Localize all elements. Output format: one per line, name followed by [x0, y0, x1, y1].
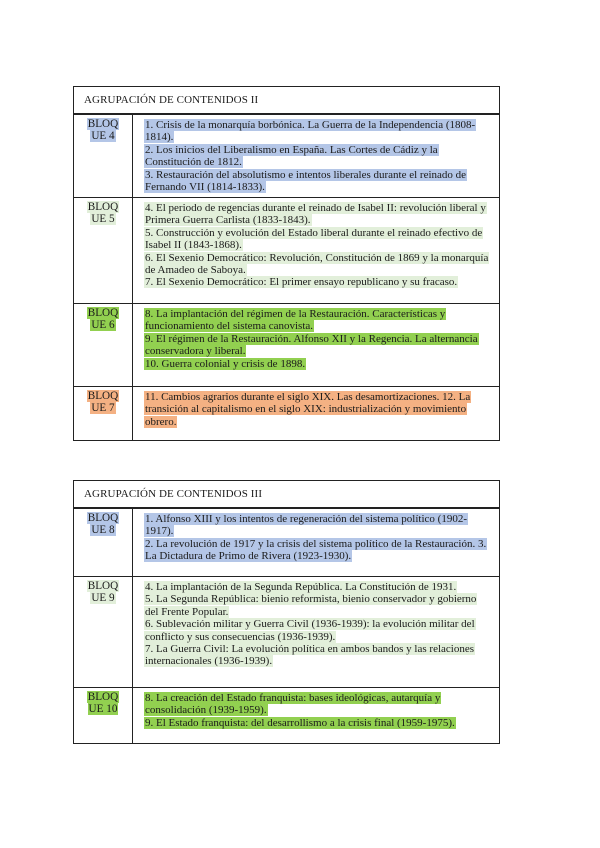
block-label-top: BLOQ [87, 201, 119, 213]
block-label-bottom: UE 8 [91, 524, 115, 536]
block-contents [133, 115, 499, 197]
block-label [74, 577, 133, 687]
content-item: 4. La implantación de la Segunda República. La Constitución de 1931. [145, 581, 457, 593]
contents-table-ii [73, 86, 500, 441]
content-item: 8. La implantación del régimen de la Restauración. Características y funcionamiento del sistema canovista. [145, 308, 446, 333]
block-contents [133, 304, 499, 386]
block-label-top: BLOQ [87, 390, 119, 402]
content-item: 9. El régimen de la Restauración. Alfonso XII y la Regencia. La alternancia conservadora y liberal. [145, 332, 478, 358]
content-item: 6. El Sexenio Democrático: Revolución, Constitución de 1869 y la monarquía de Amadeo de Saboya. [145, 251, 489, 277]
content-item: 2. Los inicios del Liberalismo en España. Las Cortes de Cádiz y la Constitución de 1812. [145, 143, 438, 169]
content-item: 10. Guerra colonial y crisis de 1898. [145, 357, 306, 370]
content-item: 5. Construcción y evolución del Estado liberal durante el reinado efectivo de Isabel II (1843-1868). [145, 226, 483, 252]
block-label [74, 115, 133, 197]
content-item: 5. La Segunda República: bienio reformista, bienio conservador y gobierno del Frente Popular. [145, 593, 477, 618]
block-label-bottom: UE 7 [91, 402, 115, 414]
block-contents [133, 577, 499, 687]
table-row-block-8 [74, 508, 499, 576]
content-item: 4. El periodo de regencias durante el reinado de Isabel II: revolución liberal y Primera Guerra Carlista (1833-1843). [145, 202, 486, 227]
block-label [74, 198, 133, 303]
block-label-bottom: UE 6 [91, 319, 115, 331]
block-label-top: BLOQ [87, 307, 119, 319]
table-row-block-6 [74, 303, 499, 386]
block-contents [133, 198, 499, 303]
block-contents [133, 688, 499, 743]
block-label [74, 387, 133, 440]
content-item: 1. Crisis de la monarquía borbónica. La Guerra de la Independencia (1808- 1814). [145, 119, 476, 144]
block-contents [133, 387, 499, 440]
block-label [74, 304, 133, 386]
block-label [74, 688, 133, 743]
content-item: 2. La revolución de 1917 y la crisis del sistema político de la Restauración. 3. La Dictadura de Primo de Rivera (1923-1930). [145, 537, 487, 563]
block-label-bottom: UE 10 [88, 703, 118, 715]
table-title: AGRUPACIÓN DE CONTENIDOS II [74, 87, 499, 114]
content-item: 6. Sublevación militar y Guerra Civil (1936-1939): la evolución militar del conflicto y sus consecuencias (1936-1939). [145, 618, 475, 643]
content-item: 3. Restauración del absolutismo e intentos liberales durante el reinado de Fernando VII (1814-1833). [145, 168, 467, 194]
table-row-block-9 [74, 576, 499, 687]
block-label-top: BLOQ [87, 512, 119, 524]
table-row-block-4 [74, 114, 499, 197]
table-row-block-10 [74, 687, 499, 743]
content-item: 7. El Sexenio Democrático: El primer ensayo republicano y su fracaso. [145, 276, 458, 289]
contents-table-iii [73, 480, 500, 744]
block-contents [133, 509, 499, 576]
block-label-bottom: UE 5 [91, 213, 115, 225]
content-item: 9. El Estado franquista: del desarrollismo a la crisis final (1959-1975). [145, 716, 455, 729]
block-label-bottom: UE 9 [91, 592, 115, 604]
content-item: 7. La Guerra Civil: La evolución política en ambos bandos y las relaciones internacionales (1936-1939). [145, 643, 474, 668]
block-label-top: BLOQ [87, 691, 119, 703]
table-row-block-7 [74, 386, 499, 440]
block-label-bottom: UE 4 [91, 130, 115, 142]
content-item: 1. Alfonso XIII y los intentos de regeneración del sistema político (1902- 1917). [145, 513, 467, 538]
block-label-top: BLOQ [87, 118, 119, 130]
content-item: 11. Cambios agrarios durante el siglo XIX. Las desamortizaciones. 12. La transición al capitalismo en el siglo XIX: industrialización y movimiento obrero. [145, 391, 471, 428]
block-label-top: BLOQ [87, 580, 119, 592]
content-item: 8. La creación del Estado franquista: bases ideológicas, autarquía y consolidación (1939-1959). [145, 692, 441, 717]
table-title: AGRUPACIÓN DE CONTENIDOS III [74, 481, 499, 508]
table-row-block-5 [74, 197, 499, 303]
block-label [74, 509, 133, 576]
